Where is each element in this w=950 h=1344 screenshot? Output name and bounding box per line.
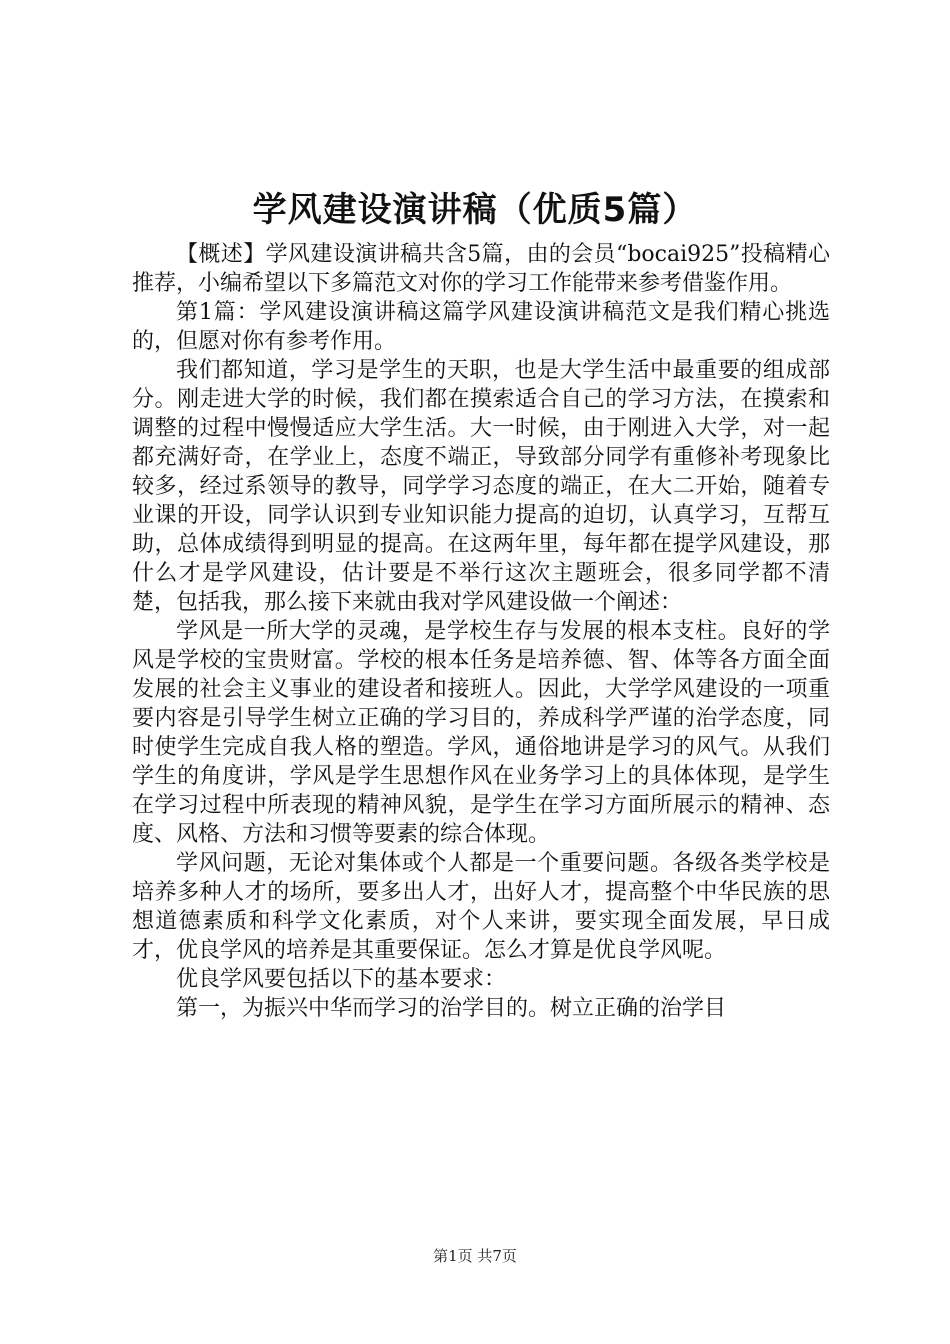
paragraph-chapter-intro: 第1篇：学风建设演讲稿这篇学风建设演讲稿范文是我们精心挑选的，但愿对你有参考作用。 [132,300,830,354]
page-footer: 第1页 共7页 [433,1247,517,1265]
paragraph: 学风是一所大学的灵魂，是学校生存与发展的根本支柱。良好的学风是学校的宝贵财富。学校的根本任务是培养德、智、体等各方面全面发展的社会主义事业的建设者和接班人。因此，大学学风建设的一项重要内容是引导学生树立正确的学习目的，养成科学严谨的治学态度，同时使学生完成自我人格的塑造。学风，通俗地讲是学习的风气。从我们学生的角度讲，学风是学生思想作风在业务学习上的具体体现，是学生在学习过程中所表现的精神风貌，是学生在学习方面所展示的精神、态度、风格、方法和习惯等要素的综合体现。 [132,619,830,847]
paragraph-summary: 【概述】学风建设演讲稿共含5篇，由的会员“bocai925”投稿精心推荐，小编希望以下多篇范文对你的学习工作能带来参考借鉴作用。 [132,242,830,296]
page-title: 学风建设演讲稿（优质5篇） [252,190,698,230]
paragraph: 优良学风要包括以下的基本要求： [176,967,507,992]
document-body [132,240,830,1023]
paragraph: 我们都知道，学习是学生的天职，也是大学生活中最重要的组成部分。刚走进大学的时候，我们都在摸索适合自己的学习方法，在摸索和调整的过程中慢慢适应大学生活。大一时候，由于刚进入大学，对一起都充满好奇，在学业上，态度不端正，导致部分同学有重修补考现象比较多，经过系领导的教导，同学学习态度的端正，在大二开始，随着专业课的开设，同学认识到专业知识能力提高的迫切，认真学习，互帮互助，总体成绩得到明显的提高。在这两年里，每年都在提学风建设，那什么才是学风建设，估计要是不举行这次主题班会，很多同学都不清楚，包括我，那么接下来就由我对学风建设做一个阐述： [132,358,830,615]
paragraph: 第一，为振兴中华而学习的治学目的。树立正确的治学目 [176,996,727,1021]
paragraph: 学风问题，无论对集体或个人都是一个重要问题。各级各类学校是培养多种人才的场所，要多出人才，出好人才，提高整个中华民族的思想道德素质和科学文化素质，对个人来讲，要实现全面发展，早日成才，优良学风的培养是其重要保证。怎么才算是优良学风呢。 [132,851,830,963]
